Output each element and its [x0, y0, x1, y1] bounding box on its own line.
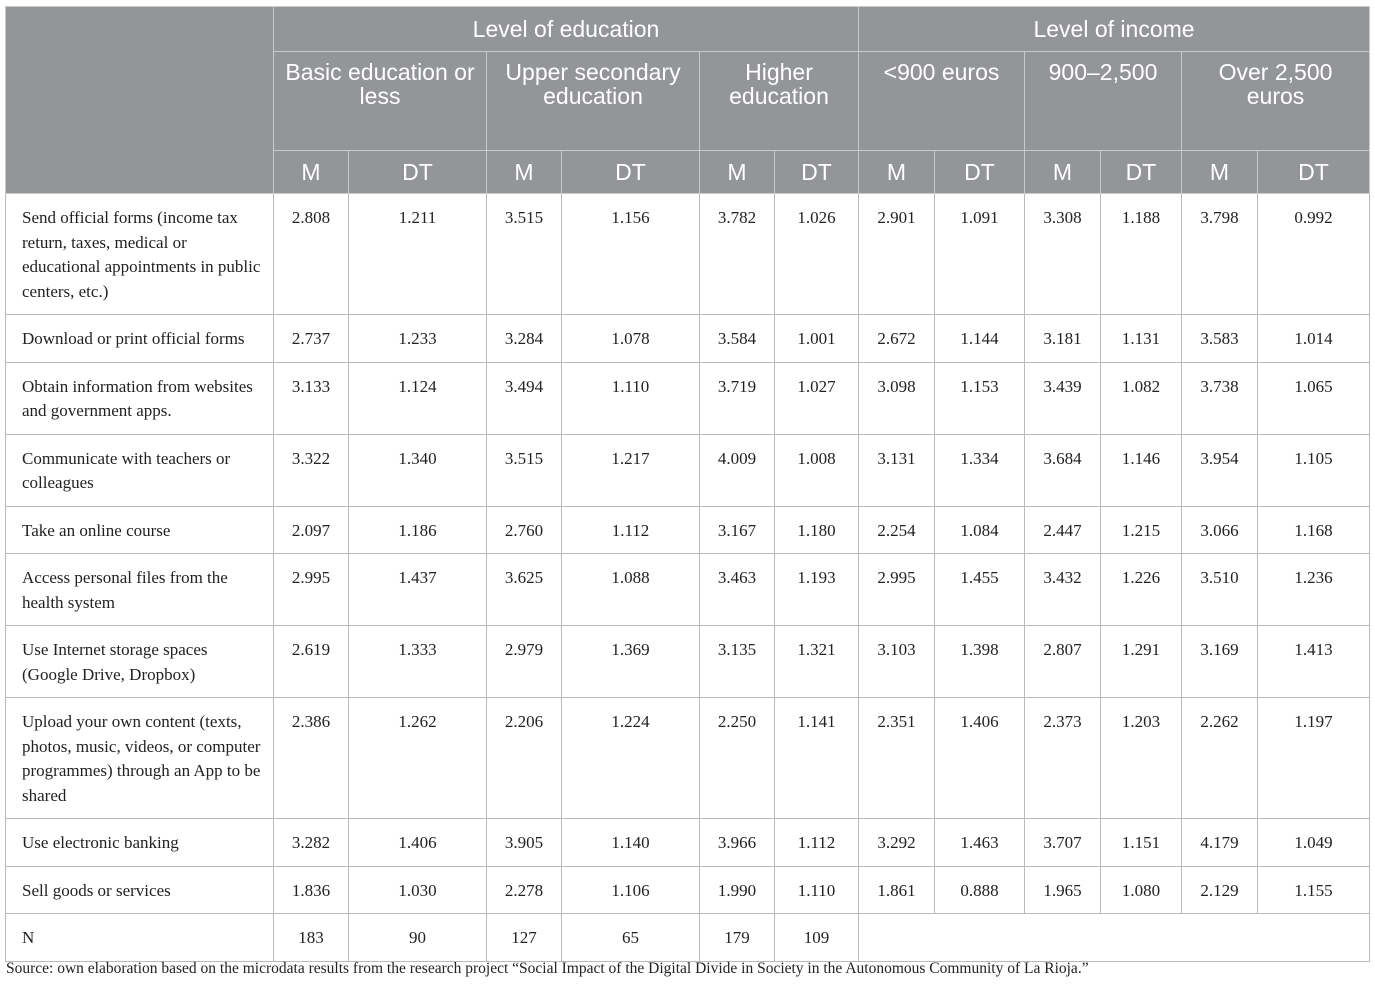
cell-mean: 2.262: [1182, 698, 1258, 819]
cell-dt: 1.369: [562, 626, 700, 698]
cell-dt: 1.141: [775, 698, 859, 819]
cell-mean: 2.619: [274, 626, 349, 698]
cell-dt: 1.168: [1258, 506, 1370, 554]
cell-mean: 3.583: [1182, 315, 1258, 363]
cell-dt: 1.197: [1258, 698, 1370, 819]
row-label: Send official forms (income tax return, taxes, medical or educational appointments in public centers, etc.): [6, 194, 274, 315]
row-label: Communicate with teachers or colleagues: [6, 434, 274, 506]
cell-mean: 1.861: [859, 866, 935, 914]
cell-mean: 3.103: [859, 626, 935, 698]
cell-mean: 1.990: [700, 866, 775, 914]
n-value: 90: [349, 914, 487, 962]
cell-mean: 4.009: [700, 434, 775, 506]
source-note: Source: own elaboration based on the microdata results from the research project “Social Impact of the Digital Divide in Society in the Autonomous Community of La Rioja.”: [6, 960, 1089, 977]
cell-mean: 3.515: [487, 434, 562, 506]
cell-mean: 2.097: [274, 506, 349, 554]
cell-dt: 1.153: [935, 362, 1025, 434]
group-header-income: Level of income: [859, 7, 1370, 52]
cell-dt: 1.140: [562, 819, 700, 867]
cell-dt: 1.413: [1258, 626, 1370, 698]
table-row: [6, 554, 1370, 626]
corner-cell: [6, 7, 274, 194]
cell-dt: 1.224: [562, 698, 700, 819]
cell-mean: 1.965: [1025, 866, 1101, 914]
cell-mean: 3.954: [1182, 434, 1258, 506]
cell-mean: 2.250: [700, 698, 775, 819]
cell-dt: 1.105: [1258, 434, 1370, 506]
n-value: 179: [700, 914, 775, 962]
row-label: Use Internet storage spaces (Google Drive, Dropbox): [6, 626, 274, 698]
cell-mean: 2.808: [274, 194, 349, 315]
cell-mean: 2.206: [487, 698, 562, 819]
cell-dt: 1.236: [1258, 554, 1370, 626]
cell-mean: 3.738: [1182, 362, 1258, 434]
subheader-income-lt900: <900 euros: [859, 52, 1025, 151]
cell-mean: 3.131: [859, 434, 935, 506]
cell-dt: 1.151: [1101, 819, 1182, 867]
cell-mean: 3.282: [274, 819, 349, 867]
cell-mean: 2.254: [859, 506, 935, 554]
table-row: [6, 194, 1370, 315]
row-label: Sell goods or services: [6, 866, 274, 914]
row-label: Use electronic banking: [6, 819, 274, 867]
table-row: [6, 626, 1370, 698]
cell-mean: 2.995: [859, 554, 935, 626]
cell-mean: 1.836: [274, 866, 349, 914]
subheader-income-over2500: Over 2,500 euros: [1182, 52, 1370, 151]
cell-dt: 1.406: [935, 698, 1025, 819]
stat-header-m: M: [274, 151, 349, 194]
cell-dt: 1.001: [775, 315, 859, 363]
cell-mean: 3.167: [700, 506, 775, 554]
cell-dt: 1.026: [775, 194, 859, 315]
cell-mean: 2.129: [1182, 866, 1258, 914]
results-table: [5, 6, 1370, 962]
cell-dt: 1.291: [1101, 626, 1182, 698]
cell-dt: 1.398: [935, 626, 1025, 698]
stat-header-dt: DT: [935, 151, 1025, 194]
row-label: Access personal files from the health system: [6, 554, 274, 626]
table-row: [6, 362, 1370, 434]
cell-mean: 3.719: [700, 362, 775, 434]
row-label: Take an online course: [6, 506, 274, 554]
cell-mean: 3.135: [700, 626, 775, 698]
cell-mean: 3.494: [487, 362, 562, 434]
cell-mean: 2.979: [487, 626, 562, 698]
cell-mean: 3.066: [1182, 506, 1258, 554]
cell-mean: 2.278: [487, 866, 562, 914]
n-value: 127: [487, 914, 562, 962]
cell-dt: 1.262: [349, 698, 487, 819]
cell-dt: 1.088: [562, 554, 700, 626]
cell-mean: 3.515: [487, 194, 562, 315]
cell-dt: 0.888: [935, 866, 1025, 914]
cell-mean: 3.707: [1025, 819, 1101, 867]
cell-dt: 1.193: [775, 554, 859, 626]
cell-dt: 0.992: [1258, 194, 1370, 315]
cell-dt: 1.406: [349, 819, 487, 867]
cell-dt: 1.049: [1258, 819, 1370, 867]
row-label: Obtain information from websites and government apps.: [6, 362, 274, 434]
stat-header-m: M: [859, 151, 935, 194]
cell-dt: 1.014: [1258, 315, 1370, 363]
table-row: [6, 315, 1370, 363]
cell-dt: 1.084: [935, 506, 1025, 554]
cell-dt: 1.437: [349, 554, 487, 626]
cell-dt: 1.217: [562, 434, 700, 506]
cell-mean: 3.098: [859, 362, 935, 434]
n-row: [6, 914, 1370, 962]
cell-mean: 3.798: [1182, 194, 1258, 315]
cell-dt: 1.082: [1101, 362, 1182, 434]
cell-mean: 3.133: [274, 362, 349, 434]
cell-dt: 1.124: [349, 362, 487, 434]
cell-dt: 1.106: [562, 866, 700, 914]
cell-dt: 1.155: [1258, 866, 1370, 914]
stat-header-dt: DT: [775, 151, 859, 194]
subheader-income-900-2500: 900–2,500: [1025, 52, 1182, 151]
cell-mean: 2.351: [859, 698, 935, 819]
cell-dt: 1.065: [1258, 362, 1370, 434]
cell-dt: 1.203: [1101, 698, 1182, 819]
cell-dt: 1.211: [349, 194, 487, 315]
cell-dt: 1.233: [349, 315, 487, 363]
cell-dt: 1.340: [349, 434, 487, 506]
cell-mean: 2.807: [1025, 626, 1101, 698]
cell-dt: 1.131: [1101, 315, 1182, 363]
cell-mean: 3.308: [1025, 194, 1101, 315]
cell-dt: 1.080: [1101, 866, 1182, 914]
cell-mean: 2.672: [859, 315, 935, 363]
stat-header-dt: DT: [562, 151, 700, 194]
stat-header-dt: DT: [1258, 151, 1370, 194]
cell-dt: 1.333: [349, 626, 487, 698]
cell-dt: 1.215: [1101, 506, 1182, 554]
table-row: [6, 698, 1370, 819]
cell-mean: 4.179: [1182, 819, 1258, 867]
cell-dt: 1.186: [349, 506, 487, 554]
cell-mean: 2.373: [1025, 698, 1101, 819]
stat-header-m: M: [700, 151, 775, 194]
cell-mean: 3.322: [274, 434, 349, 506]
row-label: Download or print official forms: [6, 315, 274, 363]
cell-mean: 3.684: [1025, 434, 1101, 506]
cell-mean: 3.625: [487, 554, 562, 626]
table-row: [6, 506, 1370, 554]
cell-dt: 1.110: [775, 866, 859, 914]
cell-dt: 1.008: [775, 434, 859, 506]
cell-dt: 1.112: [775, 819, 859, 867]
cell-dt: 1.156: [562, 194, 700, 315]
cell-mean: 2.995: [274, 554, 349, 626]
cell-dt: 1.112: [562, 506, 700, 554]
cell-mean: 2.737: [274, 315, 349, 363]
cell-mean: 3.284: [487, 315, 562, 363]
subheader-higher-education: Higher education: [700, 52, 859, 151]
cell-mean: 3.432: [1025, 554, 1101, 626]
cell-dt: 1.078: [562, 315, 700, 363]
cell-mean: 3.966: [700, 819, 775, 867]
cell-dt: 1.180: [775, 506, 859, 554]
cell-dt: 1.110: [562, 362, 700, 434]
cell-dt: 1.188: [1101, 194, 1182, 315]
cell-dt: 1.091: [935, 194, 1025, 315]
n-value: 183: [274, 914, 349, 962]
cell-dt: 1.146: [1101, 434, 1182, 506]
subheader-upper-secondary: Upper secondary education: [487, 52, 700, 151]
cell-mean: 3.463: [700, 554, 775, 626]
n-value: 65: [562, 914, 700, 962]
cell-mean: 3.782: [700, 194, 775, 315]
stat-header-m: M: [487, 151, 562, 194]
cell-mean: 2.760: [487, 506, 562, 554]
cell-dt: 1.321: [775, 626, 859, 698]
cell-mean: 3.905: [487, 819, 562, 867]
cell-dt: 1.226: [1101, 554, 1182, 626]
cell-mean: 3.584: [700, 315, 775, 363]
cell-dt: 1.334: [935, 434, 1025, 506]
cell-mean: 3.439: [1025, 362, 1101, 434]
cell-dt: 1.027: [775, 362, 859, 434]
cell-dt: 1.463: [935, 819, 1025, 867]
n-value: 109: [775, 914, 859, 962]
cell-mean: 2.447: [1025, 506, 1101, 554]
row-label: Upload your own content (texts, photos, music, videos, or computer programmes) through an App to be shared: [6, 698, 274, 819]
cell-mean: 2.901: [859, 194, 935, 315]
stat-header-m: M: [1182, 151, 1258, 194]
n-label: N: [6, 914, 274, 962]
cell-dt: 1.030: [349, 866, 487, 914]
group-header-education: Level of education: [274, 7, 859, 52]
cell-mean: 2.386: [274, 698, 349, 819]
table-row: [6, 434, 1370, 506]
cell-dt: 1.455: [935, 554, 1025, 626]
cell-mean: 3.169: [1182, 626, 1258, 698]
cell-dt: 1.144: [935, 315, 1025, 363]
n-empty-cell: [859, 914, 1370, 962]
table-row: [6, 819, 1370, 867]
cell-mean: 3.181: [1025, 315, 1101, 363]
stat-header-dt: DT: [1101, 151, 1182, 194]
stat-header-m: M: [1025, 151, 1101, 194]
subheader-basic-education: Basic education or less: [274, 52, 487, 151]
cell-mean: 3.292: [859, 819, 935, 867]
stat-header-dt: DT: [349, 151, 487, 194]
table-body: [6, 194, 1370, 962]
table-row: [6, 866, 1370, 914]
cell-mean: 3.510: [1182, 554, 1258, 626]
